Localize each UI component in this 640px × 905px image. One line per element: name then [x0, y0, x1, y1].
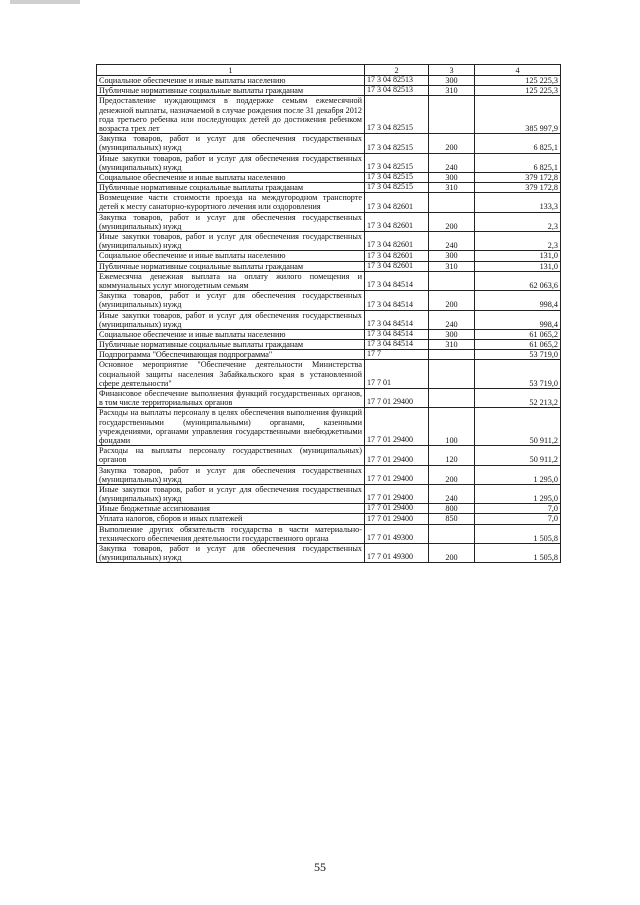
row-code: 17 7 01 29400: [365, 514, 429, 524]
page-number: 55: [314, 860, 326, 874]
table-row: [97, 86, 561, 96]
table-row: [97, 389, 561, 408]
row-expense-type: [429, 193, 475, 212]
table-row: [97, 446, 561, 465]
row-code: 17 3 04 84514: [365, 291, 429, 310]
row-name: Социальное обеспечение и иные выплаты населению: [97, 172, 365, 182]
row-name: Иные бюджетные ассигнования: [97, 504, 365, 514]
table-row: [97, 134, 561, 153]
row-name: Предоставление нуждающимся в поддержке семьям ежемесячной денежной выплаты, назначаемой в случае рождения после 31 декабря 2012 года третьего ребенка или последующих детей до достижения ребенком возраста трех лет: [97, 96, 365, 134]
row-amount: 1 295,0: [475, 465, 561, 484]
row-expense-type: 240: [429, 153, 475, 172]
header-cell-type: 3: [429, 65, 475, 76]
row-code: 17 3 04 82513: [365, 76, 429, 86]
row-amount: 61 065,2: [475, 340, 561, 350]
row-amount: 53 719,0: [475, 360, 561, 389]
row-amount: 379 172,8: [475, 172, 561, 182]
row-name: Иные закупки товаров, работ и услуг для обеспечения государственных (муниципальных) нужд: [97, 484, 365, 503]
row-amount: 52 213,2: [475, 389, 561, 408]
row-expense-type: 300: [429, 329, 475, 339]
row-amount: 385 997,9: [475, 96, 561, 134]
table-row: [97, 408, 561, 446]
table-row: [97, 251, 561, 261]
row-expense-type: 240: [429, 310, 475, 329]
table-row: [97, 484, 561, 503]
row-amount: 1 505,8: [475, 524, 561, 543]
row-code: 17 3 04 84514: [365, 310, 429, 329]
row-code: 17 3 04 82513: [365, 86, 429, 96]
row-amount: 6 825,1: [475, 153, 561, 172]
scan-edge-mark: [10, 0, 80, 4]
table-row: [97, 524, 561, 543]
row-name: Социальное обеспечение и иные выплаты населению: [97, 251, 365, 261]
row-name: Выполнение других обязательств государства в части материально-технического обеспечения деятельности государственного органа: [97, 524, 365, 543]
row-name: Подпрограмма "Обеспечивающая подпрограмма": [97, 350, 365, 360]
row-name: Закупка товаров, работ и услуг для обеспечения государственных (муниципальных) нужд: [97, 134, 365, 153]
row-code: 17 3 04 82515: [365, 134, 429, 153]
row-code: 17 7 01 29400: [365, 389, 429, 408]
row-code: 17 3 04 82515: [365, 172, 429, 182]
header-row: [97, 65, 561, 76]
table-row: [97, 310, 561, 329]
row-name: Социальное обеспечение и иные выплаты населению: [97, 329, 365, 339]
table-row: [97, 76, 561, 86]
header-cell-amount: 4: [475, 65, 561, 76]
row-code: 17 7 01 29400: [365, 465, 429, 484]
row-name: Иные закупки товаров, работ и услуг для обеспечения государственных (муниципальных) нужд: [97, 153, 365, 172]
row-amount: 53 719,0: [475, 350, 561, 360]
row-code: 17 3 04 82601: [365, 193, 429, 212]
row-name: Ежемесячна денежная выплата на оплату жилого помещения и коммунальных услуг многодетным семьям: [97, 271, 365, 290]
row-name: Публичные нормативные социальные выплаты гражданам: [97, 183, 365, 193]
header-cell-code: 2: [365, 65, 429, 76]
row-code: 17 3 04 82601: [365, 212, 429, 231]
table-row: [97, 329, 561, 339]
row-amount: 379 172,8: [475, 183, 561, 193]
table-row: [97, 183, 561, 193]
row-expense-type: 200: [429, 465, 475, 484]
table-row: [97, 350, 561, 360]
row-code: 17 7 01 29400: [365, 408, 429, 446]
row-name: Закупка товаров, работ и услуг для обеспечения государственных (муниципальных) нужд: [97, 465, 365, 484]
row-code: 17 3 04 82515: [365, 153, 429, 172]
row-amount: 7,0: [475, 514, 561, 524]
table-row: [97, 514, 561, 524]
row-amount: 131,0: [475, 251, 561, 261]
table-row: [97, 271, 561, 290]
row-amount: 2,3: [475, 232, 561, 251]
table-row: [97, 261, 561, 271]
table-row: [97, 360, 561, 389]
row-code: 17 3 04 82601: [365, 251, 429, 261]
row-name: Публичные нормативные социальные выплаты гражданам: [97, 261, 365, 271]
row-name: Иные закупки товаров, работ и услуг для обеспечения государственных (муниципальных) нужд: [97, 232, 365, 251]
table-row: [97, 212, 561, 231]
row-expense-type: 310: [429, 183, 475, 193]
row-amount: 2,3: [475, 212, 561, 231]
budget-table: [96, 64, 561, 563]
row-code: 17 7 01 29400: [365, 446, 429, 465]
row-expense-type: [429, 96, 475, 134]
row-expense-type: 120: [429, 446, 475, 465]
row-expense-type: 310: [429, 86, 475, 96]
row-name: Уплата налогов, сборов и иных платежей: [97, 514, 365, 524]
table-row: [97, 504, 561, 514]
table-row: [97, 232, 561, 251]
row-expense-type: 200: [429, 291, 475, 310]
row-expense-type: 310: [429, 261, 475, 271]
row-code: 17 7 01 49300: [365, 524, 429, 543]
row-expense-type: 200: [429, 544, 475, 563]
row-code: 17 7 01: [365, 360, 429, 389]
table-body: [97, 76, 561, 563]
row-expense-type: 300: [429, 76, 475, 86]
row-code: 17 3 04 84514: [365, 271, 429, 290]
table-row: [97, 172, 561, 182]
row-amount: 998,4: [475, 310, 561, 329]
row-expense-type: [429, 350, 475, 360]
row-name: Возмещение части стоимости проезда на междугородном транспорте детей к месту санаторно-курортного лечения или оздоровления: [97, 193, 365, 212]
row-code: 17 3 04 82601: [365, 261, 429, 271]
row-code: 17 7: [365, 350, 429, 360]
row-code: 17 3 04 82601: [365, 232, 429, 251]
row-expense-type: 200: [429, 212, 475, 231]
row-expense-type: [429, 271, 475, 290]
row-name: Основное мероприятие "Обеспечение деятельности Министерства социальной защиты населения Забайкальского края в установленной сфере деятельности": [97, 360, 365, 389]
row-amount: 125 225,3: [475, 86, 561, 96]
row-name: Расходы на выплаты персоналу в целях обеспечения выполнения функций государственными (муниципальными) органами, казенными учреждениями, органами управления государственными внебюджетными фондами: [97, 408, 365, 446]
row-name: Расходы на выплаты персоналу государственных (муниципальных) органов: [97, 446, 365, 465]
row-expense-type: 300: [429, 251, 475, 261]
table-row: [97, 153, 561, 172]
row-amount: 131,0: [475, 261, 561, 271]
row-amount: 61 065,2: [475, 329, 561, 339]
row-amount: 62 063,6: [475, 271, 561, 290]
row-amount: 125 225,3: [475, 76, 561, 86]
row-amount: 1 505,8: [475, 544, 561, 563]
row-code: 17 3 04 84514: [365, 329, 429, 339]
row-expense-type: 200: [429, 134, 475, 153]
row-name: Публичные нормативные социальные выплаты гражданам: [97, 340, 365, 350]
row-expense-type: 300: [429, 172, 475, 182]
table-row: [97, 96, 561, 134]
row-code: 17 7 01 49300: [365, 544, 429, 563]
row-name: Иные закупки товаров, работ и услуг для обеспечения государственных (муниципальных) нужд: [97, 310, 365, 329]
table-row: [97, 193, 561, 212]
row-code: 17 7 01 29400: [365, 504, 429, 514]
row-name: Закупка товаров, работ и услуг для обеспечения государственных (муниципальных) нужд: [97, 212, 365, 231]
row-expense-type: 240: [429, 232, 475, 251]
row-name: Закупка товаров, работ и услуг для обеспечения государственных (муниципальных) нужд: [97, 544, 365, 563]
table-row: [97, 340, 561, 350]
row-code: 17 3 04 82515: [365, 183, 429, 193]
row-name: Закупка товаров, работ и услуг для обеспечения государственных (муниципальных) нужд: [97, 291, 365, 310]
row-expense-type: 800: [429, 504, 475, 514]
row-expense-type: [429, 360, 475, 389]
row-expense-type: 310: [429, 340, 475, 350]
row-amount: 998,4: [475, 291, 561, 310]
row-amount: 7,0: [475, 504, 561, 514]
row-amount: 6 825,1: [475, 134, 561, 153]
row-expense-type: [429, 524, 475, 543]
row-expense-type: [429, 389, 475, 408]
row-expense-type: 240: [429, 484, 475, 503]
row-name: Социальное обеспечение и иные выплаты населению: [97, 76, 365, 86]
table-row: [97, 465, 561, 484]
row-code: 17 3 04 84514: [365, 340, 429, 350]
row-amount: 1 295,0: [475, 484, 561, 503]
header-cell-name: 1: [97, 65, 365, 76]
row-amount: 50 911,2: [475, 408, 561, 446]
row-name: Публичные нормативные социальные выплаты гражданам: [97, 86, 365, 96]
row-amount: 50 911,2: [475, 446, 561, 465]
row-expense-type: 100: [429, 408, 475, 446]
table-row: [97, 291, 561, 310]
row-expense-type: 850: [429, 514, 475, 524]
row-name: Финансовое обеспечение выполнения функций государственных органов, в том числе территориальных органов: [97, 389, 365, 408]
table-row: [97, 544, 561, 563]
row-code: 17 7 01 29400: [365, 484, 429, 503]
row-amount: 133,3: [475, 193, 561, 212]
row-code: 17 3 04 82515: [365, 96, 429, 134]
